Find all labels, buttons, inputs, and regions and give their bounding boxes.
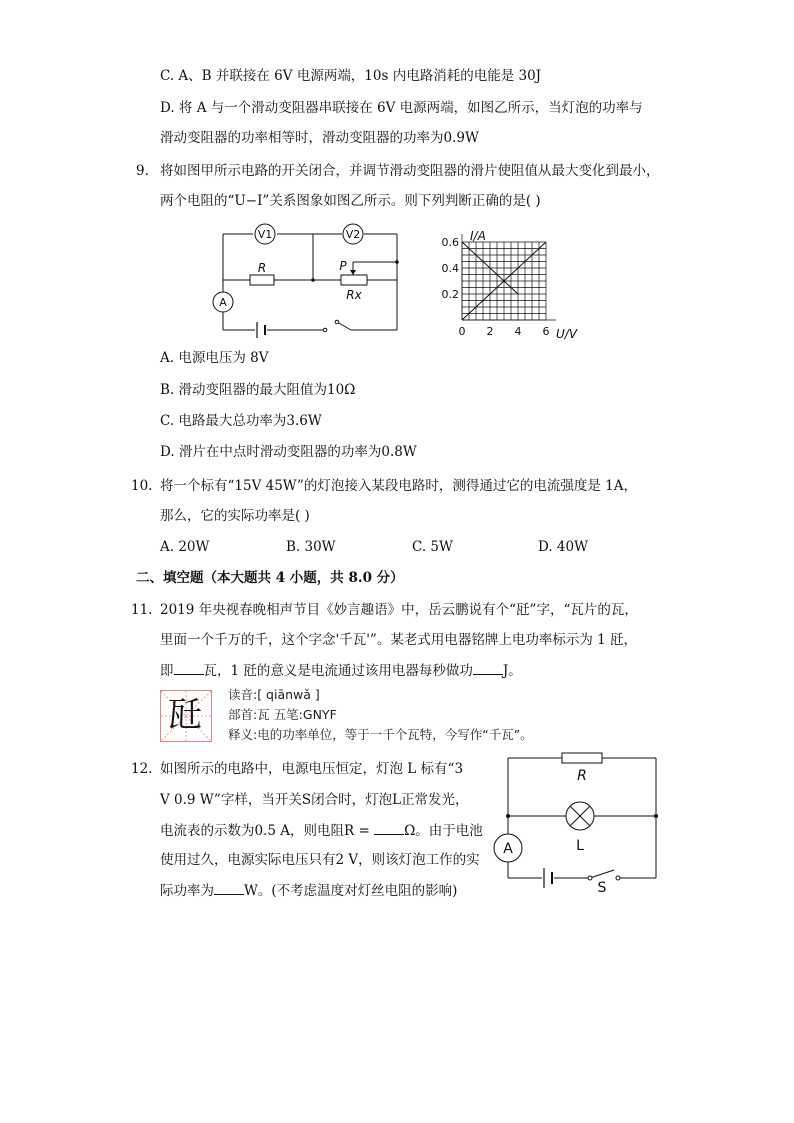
q9-circuit-diagram	[205, 222, 410, 338]
q12-blank-2[interactable]	[214, 880, 244, 895]
q12-circuit-diagram	[492, 752, 664, 894]
q12-label-l: L	[576, 838, 584, 854]
q9-slider-arrow	[350, 270, 356, 275]
q11-blank-2[interactable]	[473, 660, 503, 675]
q9-label-v1: V1	[257, 228, 273, 241]
q9-x-tick: 0	[458, 325, 466, 338]
q11-dict-reading: 读音:[ qiānwǎ ]	[228, 687, 320, 702]
q9-number: 9.	[136, 163, 149, 179]
q11-blank-1[interactable]	[174, 660, 204, 675]
q12-label-s: S	[597, 880, 607, 894]
q11-dictionary-entry	[160, 686, 560, 746]
q9-label-rx: Rx	[346, 288, 362, 302]
q12-text-c: 际功率为	[160, 883, 214, 899]
q9-option-b: B. 滑动变阻器的最大阻值为10Ω	[160, 382, 356, 398]
q12-line5	[160, 880, 457, 901]
q9-stem-line2: 两个电阻的“U−I”关系图象如图乙所示。则下列判断正确的是( )	[160, 193, 541, 209]
q8-option-d-line2: 滑动变阻器的功率相等时，滑动变阻器的功率为0.9W	[160, 130, 479, 146]
q12-number: 12.	[131, 761, 153, 777]
q9-label-a: A	[219, 296, 227, 309]
q10-stem-line1: 将一个标有“15V 45W”的灯泡接入某段电路时，测得通过它的电流强度是 1A，	[160, 478, 637, 494]
q11-number: 11.	[131, 602, 153, 618]
q12-line4: 使用过久，电源实际电压只有2 V，则该灯泡工作的实	[160, 852, 480, 868]
q9-rheostat-rx	[341, 275, 367, 285]
q11-text-b: 瓦，1 瓩的意义是电流通过该用电器每秒做功	[203, 663, 473, 679]
q9-y-tick: 0.2	[441, 288, 459, 301]
q10-option-b: B. 30W	[286, 539, 336, 555]
q12-text-a: 电流表的示数为0.5 A，则电阻R =	[160, 823, 375, 839]
section-title-fill-in: 二、填空题（本大题共 4 小题，共 8.0 分）	[136, 570, 404, 586]
q12-blank-1[interactable]	[374, 820, 404, 835]
q9-stem-line1: 将如图甲所示电路的开关闭合，并调节滑动变阻器的滑片使阻值从最大变化到最小，	[160, 163, 660, 179]
q10-option-c: C. 5W	[412, 539, 453, 555]
q11-text-a: 即	[160, 663, 174, 679]
q9-option-a: A. 电源电压为 8V	[160, 350, 269, 366]
q10-option-a: A. 20W	[160, 539, 210, 555]
q12-line3	[160, 820, 483, 841]
q9-resistor-r	[250, 275, 274, 285]
q11-line2: 里面一个千万的千，这个字念'千瓦'”。某老式用电器铭牌上电功率标示为 1 瓩，	[160, 632, 637, 648]
q9-ui-chart	[432, 218, 592, 342]
q8-option-d-line1: D. 将 A 与一个滑动变阻器串联接在 6V 电源两端，如图乙所示，当灯泡的功率与	[160, 100, 643, 116]
q11-line3	[160, 660, 522, 681]
q9-chart-ylabel: I/A	[470, 229, 486, 243]
q9-x-tick: 6	[542, 325, 550, 338]
q11-dict-char: 瓩	[168, 695, 202, 735]
q12-label-a: A	[503, 841, 513, 857]
q12-line2: V 0.9 W”字样，当开关S闭合时，灯泡L正常发光，	[160, 792, 469, 808]
q10-stem-line2: 那么，它的实际功率是( )	[160, 508, 310, 524]
q9-label-v2: V2	[345, 228, 361, 241]
q12-line1: 如图所示的电路中，电源电压恒定，灯泡 L 标有“3	[160, 761, 464, 777]
q9-option-c: C. 电路最大总功率为3.6W	[160, 413, 322, 429]
q11-line1: 2019 年央视春晚相声节目《妙言趣语》中，岳云鹏说有个“瓩”字，“瓦片的瓦，	[160, 602, 638, 618]
q8-option-c: C. A、B 并联接在 6V 电源两端，10s 内电路消耗的电能是 30J	[160, 68, 542, 84]
q9-y-tick: 0.6	[441, 236, 459, 249]
q11-dict-radical: 部首:瓦 五笔:GNYF	[228, 707, 337, 722]
q9-option-d: D. 滑片在中点时滑动变阻器的功率为0.8W	[160, 444, 417, 460]
q9-chart-xlabel: U/V	[556, 327, 578, 341]
q12-label-r: R	[577, 768, 587, 784]
q9-x-tick: 4	[514, 325, 522, 338]
q9-y-tick: 0.4	[441, 262, 459, 275]
q10-option-d: D. 40W	[538, 539, 588, 555]
q12-resistor-r	[562, 753, 602, 763]
q9-x-tick: 2	[486, 325, 494, 338]
q9-label-r: R	[257, 261, 267, 275]
q12-text-d: W。(不考虑温度对灯丝电阻的影响)	[244, 883, 458, 899]
q12-text-b: Ω。由于电池	[404, 823, 483, 839]
q11-dict-meaning: 释义:电的功率单位，等于一千个瓦特，今写作“千瓦”。	[228, 727, 533, 742]
q9-label-p: P	[339, 259, 347, 273]
q11-text-c: J。	[502, 663, 522, 679]
q10-number: 10.	[131, 478, 153, 494]
